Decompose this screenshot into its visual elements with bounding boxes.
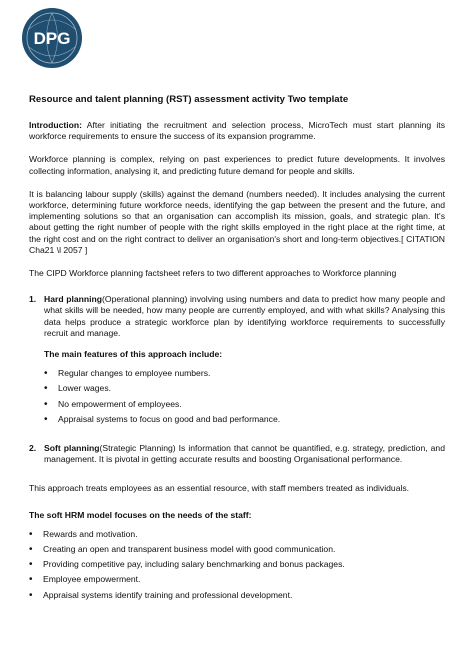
bullet-icon: • <box>44 368 48 380</box>
bullet-icon: • <box>44 413 48 425</box>
features-heading: The main features of this approach include: <box>44 349 223 360</box>
list-item: • No empowerment of employees. <box>44 398 182 410</box>
list-item: • Lower wages. <box>44 383 112 395</box>
logo-text: DPG <box>33 29 71 48</box>
list-item: • Appraisal systems to focus on good and bad performance. <box>44 413 281 425</box>
soft-hrm-list <box>29 529 445 601</box>
soft-planning-label: Soft planning <box>44 443 100 454</box>
bullet-icon: • <box>29 544 33 556</box>
bullet-icon: • <box>44 383 48 395</box>
introduction-label: Introduction: <box>29 120 82 130</box>
list-item: • Providing competitive pay, including salary benchmarking and bonus packages. <box>29 559 345 571</box>
bullet-icon: • <box>29 559 33 571</box>
list-item: • Creating an open and transparent business model with good communication. <box>29 544 336 556</box>
soft-planning-item <box>29 443 445 465</box>
hard-planning-label: Hard planning <box>44 294 103 305</box>
list-item: • Employee empowerment. <box>29 574 141 586</box>
introduction-paragraph <box>29 120 445 142</box>
hard-planning-number: 1. <box>29 294 37 305</box>
paragraph-cipd: The CIPD Workforce planning factsheet refers to two different approaches to Workforce planning <box>29 268 397 279</box>
paragraph-approach: This approach treats employees as an essential resource, with staff members treated as individuals. <box>29 483 410 494</box>
bullet-icon: • <box>29 528 33 540</box>
bullet-icon: • <box>29 589 33 601</box>
soft-planning-number: 2. <box>29 443 37 454</box>
list-item: • Rewards and motivation. <box>29 528 138 540</box>
hard-planning-item <box>29 294 445 425</box>
list-item: • Appraisal systems identify training and professional development. <box>29 589 293 601</box>
list-item: • Regular changes to employee numbers. <box>44 368 211 380</box>
hard-planning-text: (Operational planning) involving using numbers and data to predict how many people and what skills will be needed, how many people are currently employed, and with what skills? Analysing this data helps produce a strategic workforce plan by identifying workforce requirements to successfully recruit and manage. <box>44 294 445 338</box>
bullet-icon: • <box>29 574 33 586</box>
features-list <box>44 368 445 425</box>
dpg-logo <box>21 7 83 69</box>
bullet-icon: • <box>44 398 48 410</box>
paragraph-workforce-planning: Workforce planning is complex, relying on past experiences to predict future developments. It involves collecting information, analysing it, and predicting future demand for people and skills. <box>29 154 445 176</box>
soft-planning-text: (Strategic Planning) Is information that cannot be quantified, e.g. strategy, prediction, and management. It is pivotal in getting accurate results and boosting Organisational performance. <box>44 443 445 465</box>
introduction-text: After initiating the recruitment and selection process, MicroTech must start planning its workforce requirements to ensure the success of its expansion programme. <box>29 120 445 142</box>
document-body <box>29 94 445 601</box>
page-title: Resource and talent planning (RST) assessment activity Two template <box>29 94 349 105</box>
paragraph-labour-supply: It is balancing labour supply (skills) against the demand (numbers needed). It includes analysing the current workforce, determining future workforce needs, identifying the gap between the present and the future, and implementing solutions so that an organisation can accomplish its mission, goals, and strategic plan. It's about getting the right number of people with the right skills employed in the right place at the right time, at the right cost and on the right contract to deliver an organisation's short and long-term objectives.[ CITATION Cha21 \l 2057 ] <box>29 188 445 255</box>
soft-hrm-heading: The soft HRM model focuses on the needs of the staff: <box>29 509 252 520</box>
